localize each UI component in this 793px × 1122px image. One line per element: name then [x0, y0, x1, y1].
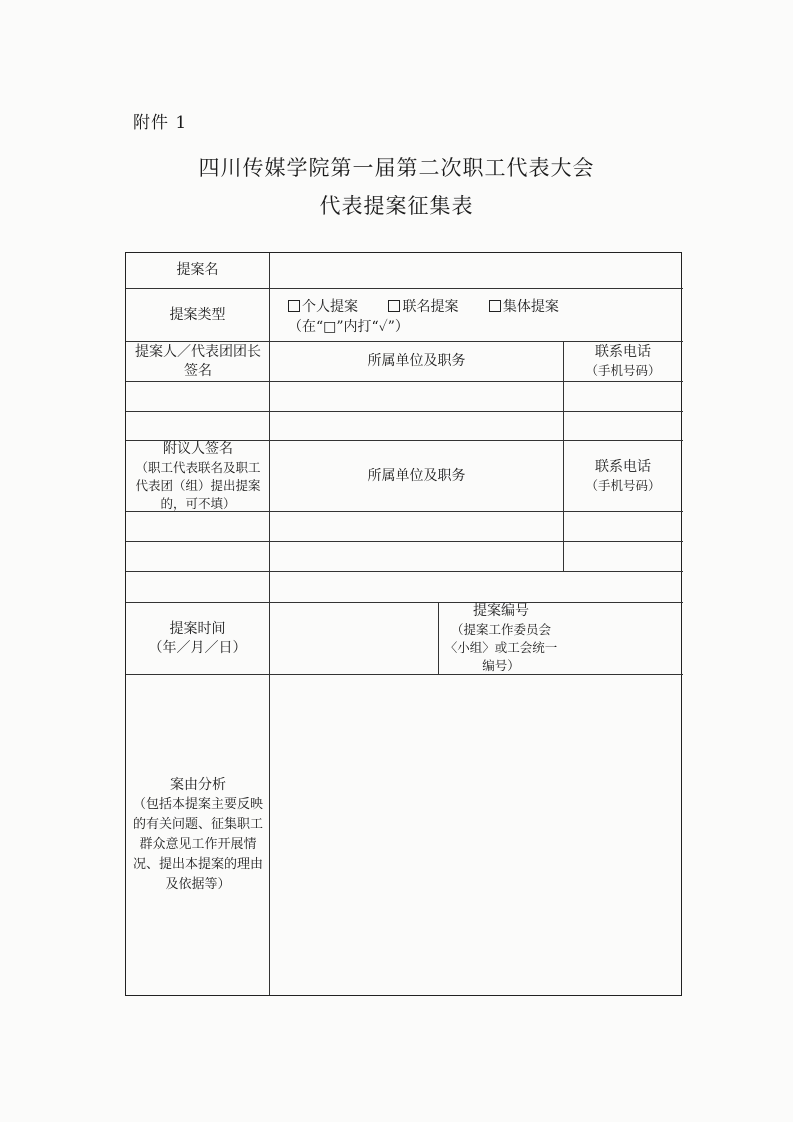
contact-phone-header: 联系电话 （手机号码） [585, 344, 661, 378]
checkbox-icon[interactable] [489, 300, 501, 312]
unit-position-header-2: 所属单位及职务 [367, 467, 466, 484]
checkbox-icon[interactable] [388, 300, 400, 312]
checkbox-icon[interactable] [288, 300, 300, 312]
proposer-signature-label: 提案人／代表团团长签名 [135, 343, 261, 379]
option-collective[interactable]: 集体提案 [489, 297, 559, 317]
proposal-number-label: 提案编号 （提案工作委员会〈小组〉或工会统一编号） [444, 603, 558, 673]
proposal-name-field[interactable] [270, 253, 682, 288]
proposal-time-label: 提案时间 （年／月／日） [148, 620, 247, 656]
option-individual[interactable]: 个人提案 [288, 297, 358, 317]
type-hint: （在“□”内打“✓”） [288, 319, 409, 335]
unit-position-header: 所属单位及职务 [367, 353, 466, 369]
cosigner-unit-field[interactable] [270, 542, 563, 571]
attachment-label: 附件 1 [133, 113, 188, 133]
proposer-unit-field[interactable] [270, 412, 563, 440]
form-subtitle: 代表提案征集表 [319, 194, 474, 218]
reason-analysis-label: 案由分析 （包括本提案主要反映的有关问题、征集职工群众意见工作开展情况、提出本提案的理由及依据等） [132, 776, 263, 892]
proposal-time-field[interactable] [270, 603, 438, 674]
proposal-name-label: 提案名 [176, 262, 219, 278]
cosigner-unit-field[interactable] [270, 572, 682, 602]
proposal-type-label: 提案类型 [169, 306, 226, 323]
form-title: 四川传媒学院第一届第二次职工代表大会 [198, 156, 595, 180]
cosigner-unit-field[interactable] [270, 512, 563, 541]
contact-phone-header-2: 联系电话 （手机号码） [585, 458, 661, 493]
proposal-form-table [125, 252, 682, 996]
proposal-type-options [288, 297, 585, 337]
reason-analysis-field[interactable] [270, 675, 682, 995]
proposer-unit-field[interactable] [270, 382, 563, 411]
proposal-number-field[interactable] [564, 603, 682, 674]
option-joint[interactable]: 联名提案 [388, 297, 458, 317]
cosigner-signature-label: 附议人签名 （职工代表联名及职工代表团（组）提出提案的，可不填） [135, 440, 261, 511]
